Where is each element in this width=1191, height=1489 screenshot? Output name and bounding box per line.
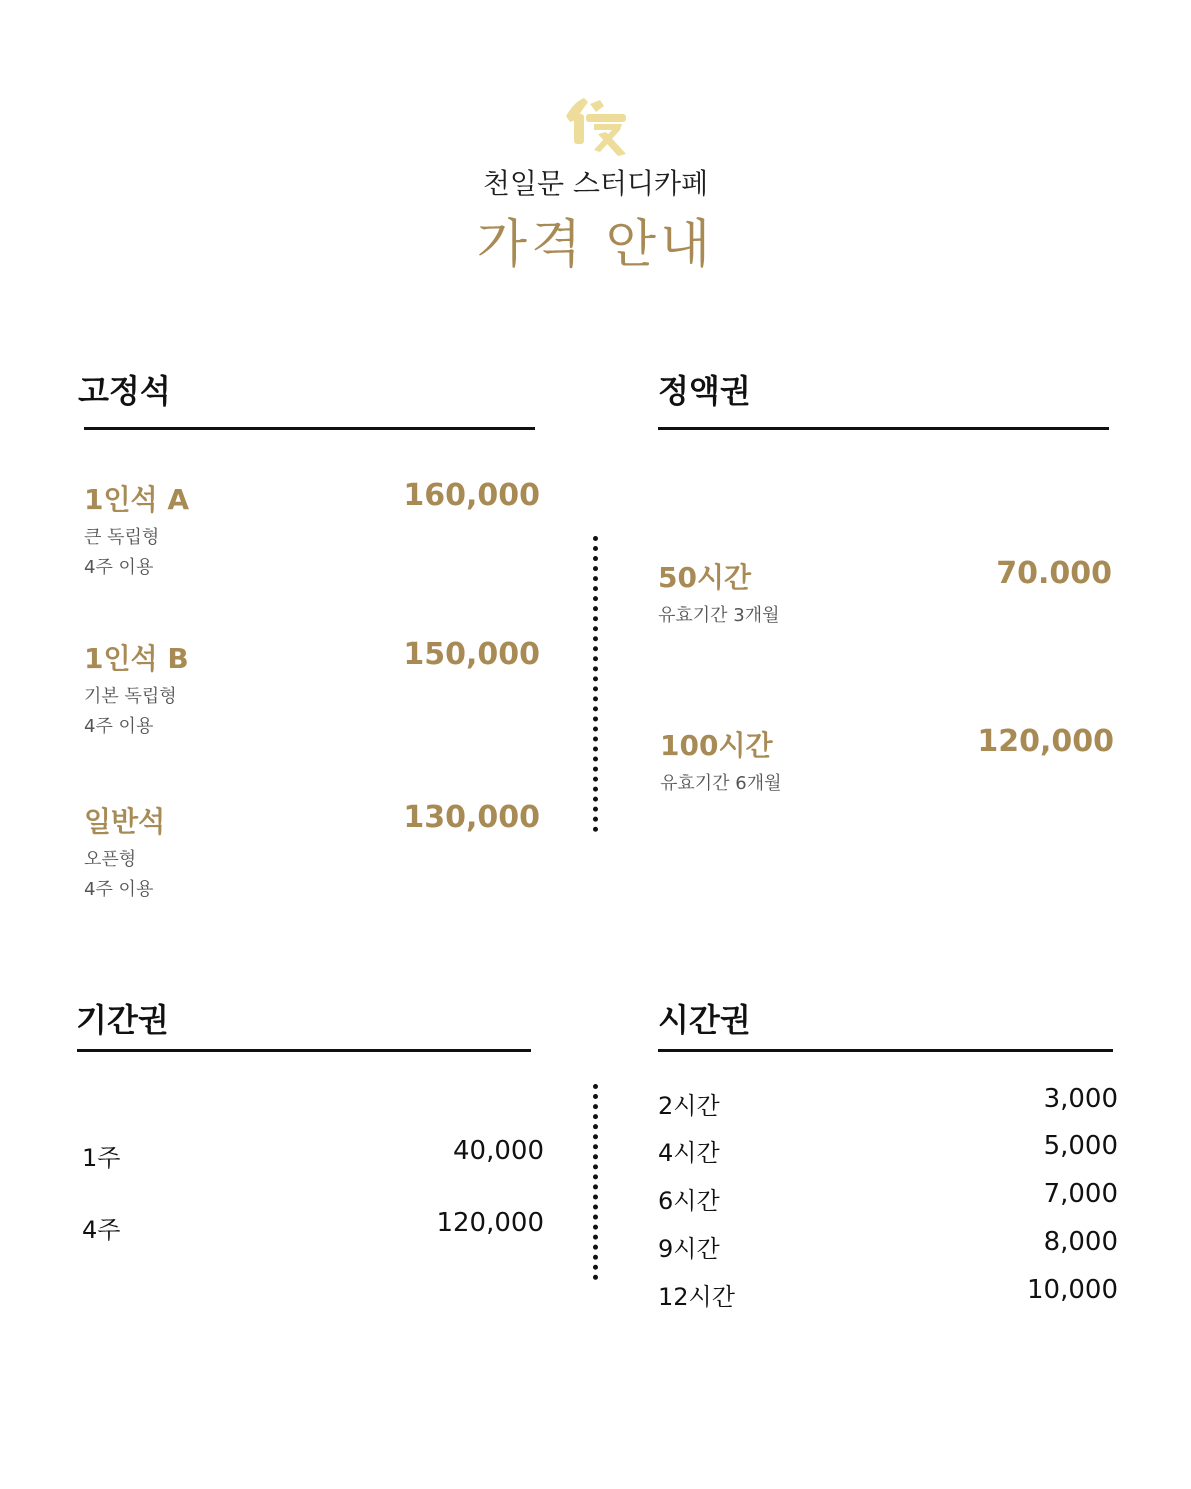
item-price: 70.000 — [996, 556, 1112, 591]
section-divider — [658, 427, 1109, 430]
item-desc: 오픈형 — [84, 849, 137, 870]
section-title-fixed-amount: 정액권 — [658, 372, 751, 410]
list-item — [658, 1179, 1118, 1213]
gold-brush-logo-icon — [560, 92, 632, 158]
dotted-separator — [593, 1084, 598, 1280]
item-price: 7,000 — [1043, 1179, 1118, 1209]
item-desc: 큰 독립형 — [84, 527, 160, 548]
section-title-time-pass: 시간권 — [658, 1001, 751, 1039]
section-divider — [658, 1049, 1113, 1052]
item-price: 120,000 — [436, 1208, 544, 1238]
list-item — [658, 1275, 1118, 1309]
item-price: 150,000 — [403, 637, 540, 672]
item-desc: 기본 독립형 — [84, 686, 177, 707]
item-price: 160,000 — [403, 478, 540, 513]
list-item — [658, 1131, 1118, 1165]
item-desc: 4주 이용 — [84, 716, 154, 737]
item-desc: 4주 이용 — [84, 879, 154, 900]
item-desc: 유효기간 3개월 — [658, 605, 780, 626]
section-title-fixed-seat: 고정석 — [78, 372, 171, 410]
item-name: 1인석 B — [84, 642, 189, 675]
dotted-separator — [593, 536, 598, 832]
item-name: 9시간 — [658, 1235, 720, 1263]
item-name: 1인석 A — [84, 483, 189, 516]
page-title: 가격 안내 — [476, 215, 715, 275]
item-name: 50시간 — [658, 561, 752, 594]
section-divider — [77, 1049, 531, 1052]
list-item — [658, 1084, 1118, 1118]
item-name: 2시간 — [658, 1092, 720, 1120]
item-price: 130,000 — [403, 800, 540, 835]
item-name: 4시간 — [658, 1139, 720, 1167]
item-price: 5,000 — [1043, 1131, 1118, 1161]
item-name: 12시간 — [658, 1283, 735, 1311]
item-price: 3,000 — [1043, 1084, 1118, 1114]
item-name: 4주 — [82, 1216, 121, 1244]
item-name: 일반석 — [84, 805, 166, 838]
brand-name: 천일문 스터디카페 — [482, 167, 709, 200]
item-desc: 4주 이용 — [84, 557, 154, 578]
item-desc: 유효기간 6개월 — [660, 773, 782, 794]
item-price: 120,000 — [977, 724, 1114, 759]
section-divider — [84, 427, 535, 430]
item-name: 6시간 — [658, 1187, 720, 1215]
item-price: 40,000 — [453, 1136, 544, 1166]
section-title-period-pass: 기간권 — [76, 1001, 169, 1039]
item-name: 100시간 — [660, 729, 773, 762]
item-price: 10,000 — [1027, 1275, 1118, 1305]
list-item — [82, 1136, 544, 1172]
list-item — [658, 1227, 1118, 1261]
item-price: 8,000 — [1043, 1227, 1118, 1257]
list-item — [82, 1208, 544, 1244]
item-name: 1주 — [82, 1144, 121, 1172]
